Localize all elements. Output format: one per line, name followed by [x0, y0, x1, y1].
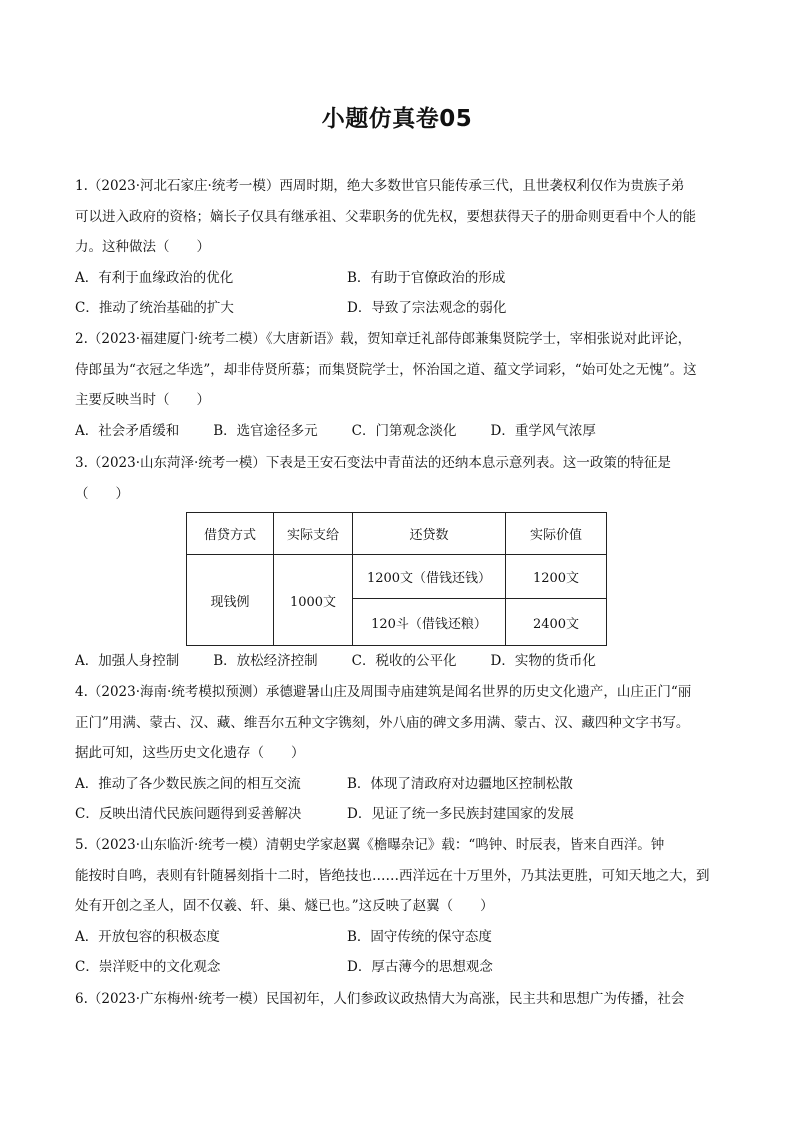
question-4-line-2: 正门”用满、蒙古、汉、藏、维吾尔五种文字镌刻，外八庙的碑文多用满、蒙古、汉、藏四种文字书写。 — [75, 714, 690, 731]
question-3-options-block — [75, 646, 725, 677]
option-d[interactable]: D．厚古薄今的思想观念 — [347, 959, 493, 975]
question-4-options-row-1 — [75, 769, 725, 800]
question-3-line-1: 3.（2023·山东菏泽·统考一模）下表是王安石变法中青苗法的还纳本息示意列表。这一政策的特征是 — [75, 455, 671, 471]
question-1 — [75, 171, 725, 324]
question-6-line-1: 6.（2023·广东梅州·统考一模）民国初年，人们参政议政热情大为高涨，民主共和思想广为传播，社会 — [75, 991, 685, 1007]
option-a[interactable]: A．有利于血缘政治的优化 — [75, 269, 234, 286]
question-5-line-1: 5.（2023·山东临沂·统考一模）清朝史学家赵翼《檐曝杂记》载：“鸣钟、时辰表，皆来自西洋。钟 — [75, 837, 665, 853]
option-c[interactable]: C．推动了统治基础的扩大 — [75, 300, 234, 316]
question-2-line-1: 2.（2023·福建厦门·统考二模）《大唐新语》载，贺知章迁礼部侍郎兼集贤院学士，宰相张说对此评论， — [75, 331, 692, 347]
option-d[interactable]: D．导致了宗法观念的弱化 — [347, 300, 507, 316]
option-c[interactable]: C．反映出清代民族问题得到妥善解决 — [75, 806, 302, 822]
table-header-cell: 实际支给 — [274, 513, 353, 555]
table-cell-repay: 1200文（借钱还钱） — [353, 555, 506, 599]
page-title: 小题仿真卷05 — [321, 106, 473, 132]
option-b[interactable]: B．放松经济控制 — [213, 653, 318, 669]
option-a[interactable]: A．推动了各少数民族之间的相互交流 — [75, 775, 301, 792]
question-4-options-row-2 — [75, 799, 725, 830]
question-1-line-1: 1.（2023·河北石家庄·统考一模）西周时期，绝大多数世官只能传承三代，且世袭权利仅作为贵族子弟 — [75, 178, 685, 194]
question-4 — [75, 677, 725, 830]
question-1-options-row-2 — [75, 293, 725, 324]
option-b[interactable]: B．固守传统的保守态度 — [347, 928, 492, 945]
question-6 — [75, 984, 725, 1015]
question-2-options — [75, 416, 725, 447]
question-3-line-2: （ ） — [75, 485, 129, 502]
question-5-line-3: 处有开创之圣人，固不仅羲、轩、巢、燧已也。”这反映了赵翼（ ） — [75, 898, 494, 914]
question-5-options-row-2 — [75, 952, 725, 983]
table-header-cell: 借贷方式 — [187, 513, 274, 555]
option-c[interactable]: C．门第观念淡化 — [351, 422, 457, 439]
table-cell-method: 现钱例 — [187, 555, 274, 646]
option-d[interactable]: D．见证了统一多民族封建国家的发展 — [347, 806, 574, 822]
table-cell-value: 2400文 — [506, 599, 607, 646]
option-b[interactable]: B．有助于官僚政治的形成 — [347, 269, 506, 286]
question-3-options — [75, 646, 725, 677]
option-c[interactable]: C．崇洋贬中的文化观念 — [75, 959, 221, 975]
question-1-line-2: 可以进入政府的资格；嫡长子仅具有继承祖、父辈职务的优先权，要想获得天子的册命则更看中个人的能 — [75, 208, 696, 225]
question-3 — [75, 448, 725, 509]
question-2-line-2: 侍郎虽为“衣冠之华选”，却非侍贤所慕；而集贤院学士，怀治国之道、蕴文学词彩，“始可处之无愧”。这 — [75, 361, 697, 378]
option-a[interactable]: A．开放包容的积极态度 — [75, 928, 220, 945]
option-c[interactable]: C．税收的公平化 — [351, 653, 457, 669]
table-cell-value: 1200文 — [506, 555, 607, 599]
option-a[interactable]: A．社会矛盾缓和 — [75, 422, 180, 439]
question-1-options-row-1 — [75, 263, 725, 294]
question-4-line-3: 据此可知，这些历史文化遗存（ ） — [75, 745, 305, 761]
table-cell-given: 1000文 — [274, 555, 353, 646]
question-4-line-1: 4.（2023·海南·统考模拟预测）承德避暑山庄及周围寺庙建筑是闻名世界的历史文化遗产，山庄正门“丽 — [75, 684, 692, 700]
table-header-cell: 还贷数 — [353, 513, 506, 555]
table-header-cell: 实际价值 — [506, 513, 607, 555]
question-2-line-3: 主要反映当时（ ） — [75, 392, 210, 408]
question-5-options-row-1 — [75, 922, 725, 953]
option-b[interactable]: B．体现了清政府对边疆地区控制松散 — [347, 775, 573, 792]
option-d[interactable]: D．重学风气浓厚 — [490, 422, 596, 439]
qingmiao-repayment-table — [186, 512, 607, 646]
table-cell-repay: 120斗（借钱还粮） — [353, 599, 506, 646]
option-d[interactable]: D．实物的货币化 — [490, 653, 596, 669]
question-2 — [75, 324, 725, 446]
question-5 — [75, 830, 725, 983]
option-b[interactable]: B．选官途径多元 — [213, 422, 318, 439]
option-a[interactable]: A．加强人身控制 — [75, 653, 180, 669]
question-5-line-2: 能按时自鸣，表则有针随晷刻指十二时，皆绝技也……西洋远在十万里外，乃其法更胜，可知天地之大，到 — [75, 867, 710, 884]
question-1-line-3: 力。这种做法（ ） — [75, 239, 210, 255]
